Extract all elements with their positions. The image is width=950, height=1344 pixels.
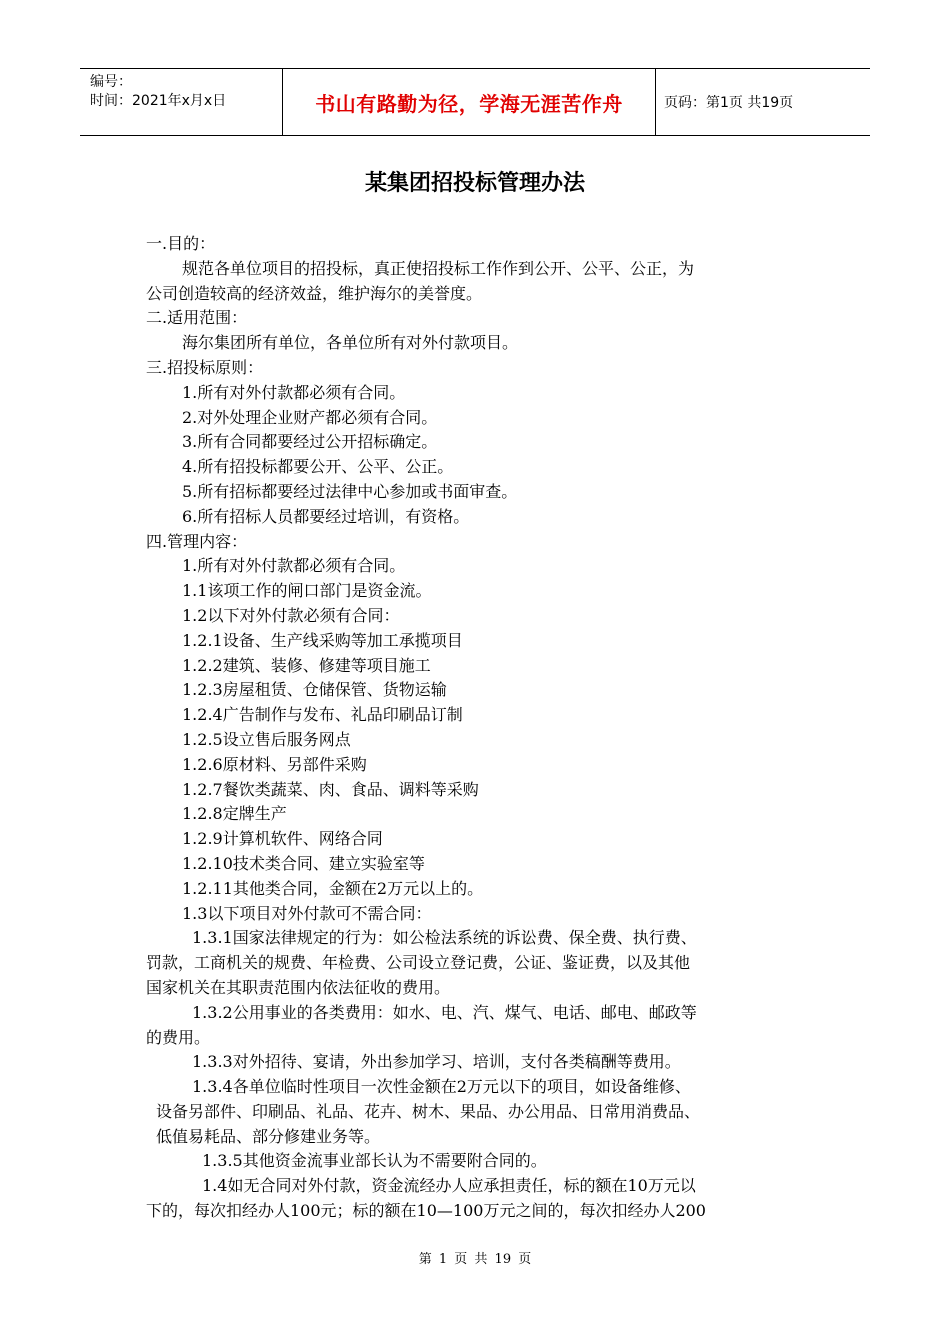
list-item: 5.所有招标都要经过法律中心参加或书面审查。 [182, 481, 518, 501]
section-heading: 一.目的： [146, 234, 216, 253]
list-item: 1.2.3房屋租赁、仓储保管、货物运输 [182, 680, 447, 700]
list-item: 1.2.9计算机软件、网络合同 [182, 829, 383, 849]
section-heading: 二.适用范围： [146, 308, 248, 328]
paragraph-line: 设备另部件、印刷品、礼品、花卉、树木、果品、办公用品、日常用消费品、 [156, 1101, 701, 1121]
list-item: 1.2以下对外付款必须有合同： [182, 605, 400, 625]
paragraph-line: 海尔集团所有单位，各单位所有对外付款项目。 [182, 333, 519, 353]
paragraph-line: 1.3.4各单位临时性项目一次性金额在2万元以下的项目，如设备维修、 [192, 1077, 691, 1097]
list-item: 1.3以下项目对外付款可不需合同： [182, 903, 432, 923]
header-time: 时间：2021年x月x日 [90, 93, 227, 109]
list-item: 1.所有对外付款都必须有合同。 [182, 382, 406, 402]
list-item: 1.2.2建筑、装修、修建等项目施工 [182, 655, 431, 675]
paragraph-line: 国家机关在其职责范围内依法征收的费用。 [146, 977, 451, 997]
paragraph-line: 下的，每次扣经办人100元；标的额在10—100万元之间的，每次扣经办人200 [146, 1201, 706, 1221]
paragraph-line: 公司创造较高的经济效益，维护海尔的美誉度。 [146, 283, 483, 303]
header-motto: 书山有路勤为径，学海无涯苦作舟 [282, 69, 656, 135]
header-page-info: 页码：第1页 共19页 [664, 95, 794, 111]
paragraph-line: 1.3.3对外招待、宴请，外出参加学习、培训，支付各类稿酬等费用。 [192, 1052, 681, 1072]
header-table [80, 68, 870, 136]
list-item: 2.对外处理企业财产都必须有合同。 [182, 407, 438, 427]
paragraph-line: 规范各单位项目的招投标，真正使招投标工作作到公开、公平、公正，为 [182, 258, 695, 278]
section-heading: 四.管理内容： [146, 531, 248, 551]
paragraph-line: 的费用。 [146, 1027, 211, 1047]
list-item: 1.2.10技术类合同、建立实验室等 [182, 853, 425, 873]
list-item: 4.所有招投标都要公开、公平、公正。 [182, 457, 454, 477]
paragraph-line: 1.3.1国家法律规定的行为：如公检法系统的诉讼费、保全费、执行费、 [192, 928, 697, 948]
document-body [146, 232, 814, 1224]
list-item: 6.所有招标人员都要经过培训，有资格。 [182, 506, 470, 526]
paragraph-line: 低值易耗品、部分修建业务等。 [156, 1126, 381, 1146]
header-number: 编号： [90, 74, 132, 90]
list-item: 1.所有对外付款都必须有合同。 [182, 556, 406, 576]
list-item: 1.2.1设备、生产线采购等加工承揽项目 [182, 630, 463, 650]
list-item: 1.2.6原材料、另部件采购 [182, 754, 367, 774]
paragraph-line: 罚款，工商机关的规费、年检费、公司设立登记费，公证、鉴证费，以及其他 [146, 953, 691, 973]
paragraph-line: 1.4如无合同对外付款，资金流经办人应承担责任，标的额在10万元以 [202, 1176, 696, 1196]
paragraph-line: 1.3.2公用事业的各类费用：如水、电、汽、煤气、电话、邮电、邮政等 [192, 1002, 697, 1022]
list-item: 3.所有合同都要经过公开招标确定。 [182, 432, 438, 452]
header-meta [80, 69, 282, 135]
page-footer: 第 1 页 共 19 页 [418, 1252, 532, 1267]
section-heading: 三.招投标原则： [146, 357, 264, 377]
paragraph-line: 1.3.5其他资金流事业部长认为不需要附合同的。 [202, 1151, 547, 1171]
list-item: 1.2.8定牌生产 [182, 804, 287, 824]
list-item: 1.2.11其他类合同，金额在2万元以上的。 [182, 878, 484, 898]
list-item: 1.2.4广告制作与发布、礼品印刷品订制 [182, 705, 463, 725]
document-title: 某集团招投标管理办法 [364, 171, 585, 196]
list-item: 1.2.7餐饮类蔬菜、肉、食品、调料等采购 [182, 779, 479, 799]
list-item: 1.1该项工作的闸口部门是资金流。 [182, 581, 432, 601]
list-item: 1.2.5设立售后服务网点 [182, 729, 351, 749]
